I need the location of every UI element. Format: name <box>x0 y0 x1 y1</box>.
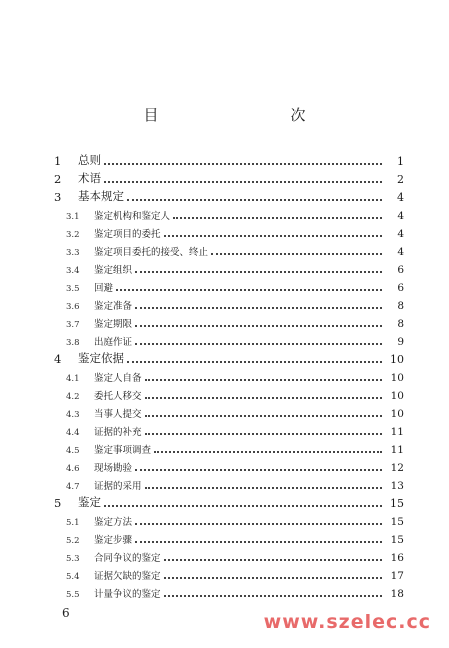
entry-number: 4.3 <box>66 410 80 420</box>
entry-page: 4 <box>397 246 404 258</box>
dot-leader <box>164 594 382 597</box>
dot-leader <box>211 252 382 255</box>
entry-number: 4.5 <box>66 446 80 456</box>
entry-number: 5.5 <box>66 590 80 600</box>
entry-page: 13 <box>390 480 404 492</box>
toc-entry[interactable] <box>52 438 404 456</box>
entry-label: 鉴定 <box>78 495 101 509</box>
entry-number: 4.7 <box>66 482 80 492</box>
dot-leader <box>104 180 382 183</box>
entry-number: 5.3 <box>66 554 80 564</box>
entry-label: 回避 <box>94 283 114 294</box>
entry-label: 术语 <box>78 171 101 185</box>
entry-page: 17 <box>390 570 404 582</box>
dot-leader <box>145 378 382 381</box>
toc-entry[interactable] <box>52 582 404 600</box>
entry-page: 6 <box>397 282 404 294</box>
toc-entry[interactable] <box>52 366 404 384</box>
entry-label: 鉴定组织 <box>94 265 133 276</box>
dot-leader <box>145 432 382 435</box>
entry-page: 10 <box>390 372 404 384</box>
entry-number: 5.1 <box>66 518 80 528</box>
entry-label: 鉴定事项调查 <box>94 445 152 456</box>
entry-label: 证据的补充 <box>94 427 142 438</box>
toc-entry[interactable] <box>52 294 404 312</box>
entry-page: 18 <box>390 588 404 600</box>
watermark-text: www.szelec.cc <box>263 611 431 633</box>
dot-leader <box>104 162 382 165</box>
entry-number: 5 <box>54 496 62 510</box>
entry-number: 1 <box>54 154 62 168</box>
dot-leader <box>135 540 382 543</box>
entry-number: 4.6 <box>66 464 80 474</box>
toc-entry[interactable] <box>52 312 404 330</box>
entry-number: 5.4 <box>66 572 80 582</box>
toc-entry[interactable] <box>52 384 404 402</box>
dot-leader <box>135 468 382 471</box>
entry-label: 委托人移交 <box>94 391 142 402</box>
entry-number: 4.4 <box>66 428 80 438</box>
entry-page: 11 <box>390 426 404 438</box>
dot-leader <box>135 342 382 345</box>
entry-label: 总则 <box>78 153 101 167</box>
entry-label: 计量争议的鉴定 <box>94 589 161 600</box>
toc-entry[interactable] <box>52 402 404 420</box>
dot-leader <box>135 270 382 273</box>
toc-entry[interactable] <box>52 150 404 168</box>
entry-page: 9 <box>397 336 404 348</box>
dot-leader <box>164 558 382 561</box>
toc-entry[interactable] <box>52 474 404 492</box>
toc-entry[interactable] <box>52 510 404 528</box>
entry-number: 4 <box>54 352 62 366</box>
dot-leader <box>173 216 382 219</box>
entry-page: 15 <box>390 516 404 528</box>
toc-entry[interactable] <box>52 258 404 276</box>
entry-page: 11 <box>390 444 404 456</box>
entry-label: 鉴定准备 <box>94 301 133 312</box>
entry-label: 鉴定依据 <box>78 351 124 365</box>
toc-entry[interactable] <box>52 222 404 240</box>
entry-label: 证据欠缺的鉴定 <box>94 571 161 582</box>
dot-leader <box>116 288 382 291</box>
toc-entry[interactable] <box>52 564 404 582</box>
entry-number: 4.2 <box>66 392 80 402</box>
entry-page: 10 <box>390 353 404 366</box>
entry-page: 2 <box>397 173 404 186</box>
entry-page: 15 <box>390 497 404 510</box>
dot-leader <box>127 198 382 201</box>
dot-leader <box>145 486 382 489</box>
dot-leader <box>127 360 382 363</box>
page-number: 6 <box>62 606 70 620</box>
entry-label: 鉴定步骤 <box>94 535 133 546</box>
dot-leader <box>135 324 382 327</box>
toc-entry[interactable] <box>52 204 404 222</box>
entry-label: 现场勘验 <box>94 463 133 474</box>
dot-leader <box>135 306 382 309</box>
dot-leader <box>164 576 382 579</box>
entry-label: 基本规定 <box>78 189 124 203</box>
entry-label: 鉴定人自备 <box>94 373 142 384</box>
entry-number: 3.5 <box>66 284 80 294</box>
toc-entry[interactable] <box>52 420 404 438</box>
dot-leader <box>145 414 382 417</box>
entry-number: 3.8 <box>66 338 80 348</box>
entry-page: 1 <box>397 155 404 168</box>
entry-number: 2 <box>54 172 62 186</box>
entry-number: 3.6 <box>66 302 80 312</box>
toc-entry[interactable] <box>52 330 404 348</box>
entry-label: 鉴定项目的委托 <box>94 229 161 240</box>
entry-page: 6 <box>397 264 404 276</box>
entry-page: 12 <box>390 462 404 474</box>
entry-number: 3.2 <box>66 230 80 240</box>
table-of-contents <box>52 150 404 600</box>
entry-label: 合同争议的鉴定 <box>94 553 161 564</box>
entry-page: 10 <box>390 390 404 402</box>
entry-page: 4 <box>397 191 404 204</box>
entry-page: 4 <box>397 210 404 222</box>
entry-page: 10 <box>390 408 404 420</box>
toc-entry[interactable] <box>52 528 404 546</box>
toc-entry[interactable] <box>52 492 404 510</box>
entry-number: 4.1 <box>66 374 80 384</box>
entry-page: 4 <box>397 228 404 240</box>
dot-leader <box>104 504 382 507</box>
entry-page: 8 <box>397 300 404 312</box>
entry-label: 当事人提交 <box>94 409 142 420</box>
entry-number: 3.4 <box>66 266 80 276</box>
entry-label: 鉴定项目委托的接受、终止 <box>94 247 209 258</box>
entry-number: 3.1 <box>66 212 80 222</box>
entry-number: 5.2 <box>66 536 80 546</box>
entry-number: 3 <box>54 190 62 204</box>
entry-label: 出庭作证 <box>94 337 133 348</box>
entry-page: 15 <box>390 534 404 546</box>
toc-entry[interactable] <box>52 276 404 294</box>
dot-leader <box>164 234 382 237</box>
toc-entry[interactable] <box>52 240 404 258</box>
entry-label: 鉴定机构和鉴定人 <box>94 211 171 222</box>
entry-label: 鉴定期限 <box>94 319 133 330</box>
toc-entry[interactable] <box>52 186 404 204</box>
toc-entry[interactable] <box>52 168 404 186</box>
dot-leader <box>145 396 382 399</box>
toc-entry[interactable] <box>52 348 404 366</box>
entry-page: 8 <box>397 318 404 330</box>
entry-label: 证据的采用 <box>94 481 142 492</box>
entry-label: 鉴定方法 <box>94 517 133 528</box>
entry-number: 3.7 <box>66 320 80 330</box>
toc-title: 目 次 <box>143 106 340 124</box>
dot-leader <box>135 522 382 525</box>
dot-leader <box>154 450 382 453</box>
toc-entry[interactable] <box>52 546 404 564</box>
entry-number: 3.3 <box>66 248 80 258</box>
entry-page: 16 <box>390 552 404 564</box>
toc-entry[interactable] <box>52 456 404 474</box>
